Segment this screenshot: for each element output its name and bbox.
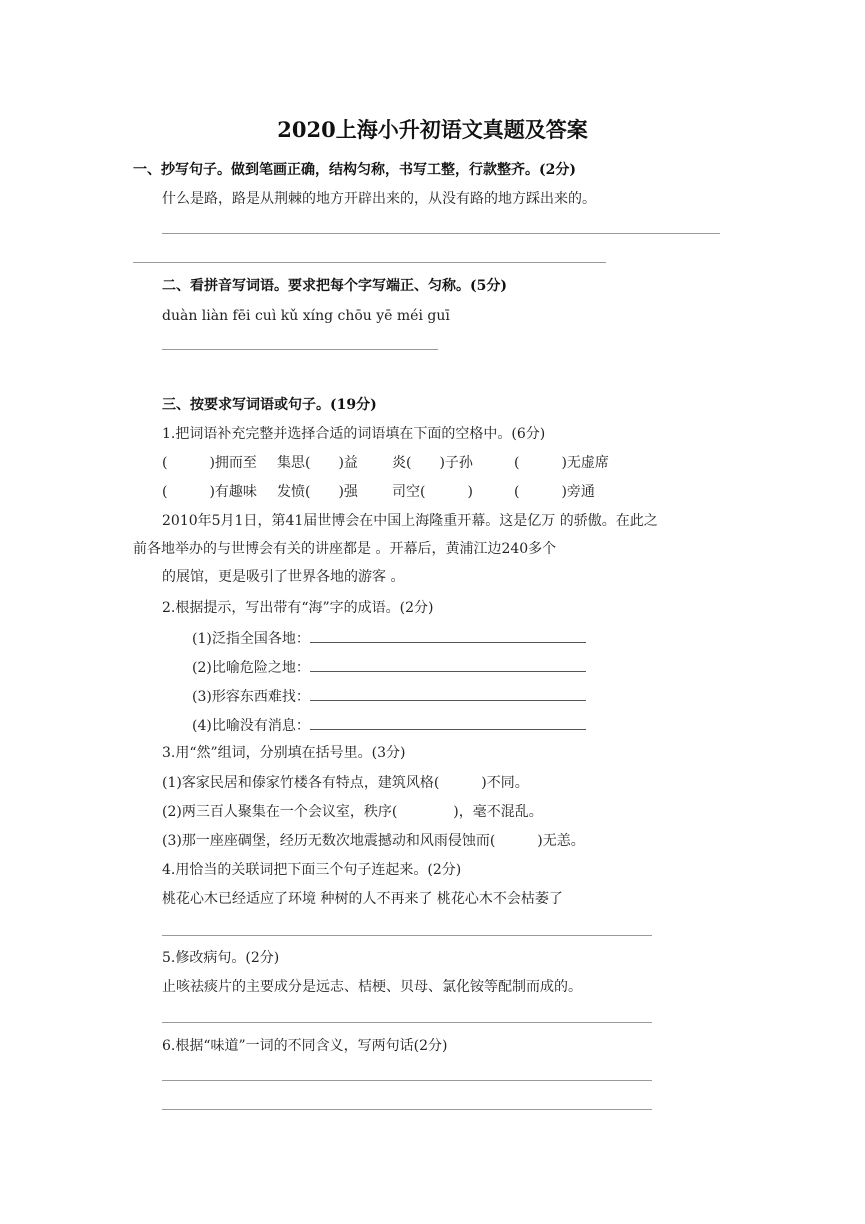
- q2-item: (1)泛指全国各地：: [192, 627, 586, 649]
- answer-line[interactable]: [162, 1022, 652, 1023]
- section-1-sentence: 什么是路，路是从荆棘的地方开辟出来的，从没有路的地方踩出来的。: [162, 191, 596, 207]
- q1-paragraph-line: 前各地举办的与世博会有关的讲座都是 。开幕后，黄浦江边240多个: [133, 541, 557, 557]
- q1-prompt: 1.把词语补充完整并选择合适的词语填在下面的空格中。(6分): [162, 426, 546, 442]
- q4-prompt: 4.用恰当的关联词把下面三个句子连起来。(2分): [162, 862, 462, 878]
- q2-prompt: 2.根据提示，写出带有“海”字的成语。(2分): [162, 600, 434, 616]
- q1-paragraph-line: 的展馆，更是吸引了世界各地的游客 。: [162, 569, 405, 585]
- idiom-blank[interactable]: 集思( )益: [277, 455, 358, 471]
- q1-paragraph-line: 2010年5月1日，第41届世博会在中国上海隆重开幕。这是亿万 的骄傲。在此之: [162, 513, 658, 529]
- idiom-blank[interactable]: 炎( )子孙: [392, 455, 473, 471]
- answer-line[interactable]: [162, 349, 438, 350]
- answer-line[interactable]: [162, 935, 652, 936]
- page-title: 2020上海小升初语文真题及答案: [277, 117, 588, 142]
- q6-prompt: 6.根据“味道”一词的不同含义，写两句话(2分): [162, 1038, 448, 1054]
- pinyin-row: duàn liàn fēi cuì kǔ xíng chōu yē méi guī: [162, 308, 450, 324]
- q2-item: (3)形容东西难找：: [192, 685, 586, 707]
- fill-line[interactable]: [310, 627, 586, 643]
- section-2-heading: 二、看拼音写词语。要求把每个字写端正、匀称。(5分): [162, 278, 507, 294]
- q2-item: (4)比喻没有消息：: [192, 714, 586, 736]
- fill-line[interactable]: [310, 656, 586, 672]
- q3-item[interactable]: (1)客家民居和傣家竹楼各有特点，建筑风格( )不同。: [162, 775, 529, 791]
- answer-line[interactable]: [162, 233, 720, 234]
- section-1-heading: 一、抄写句子。做到笔画正确，结构匀称，书写工整，行款整齐。(2分): [133, 162, 576, 178]
- q5-sentence: 止咳祛痰片的主要成分是远志、桔梗、贝母、氯化铵等配制而成的。: [162, 979, 582, 995]
- q3-item[interactable]: (2)两三百人聚集在一个会议室，秩序( )，毫不混乱。: [162, 804, 543, 820]
- q3-item[interactable]: (3)那一座座碉堡，经历无数次地震撼动和风雨侵蚀而( )无恙。: [162, 833, 585, 849]
- idiom-blank[interactable]: 司空( ): [392, 484, 473, 500]
- answer-line[interactable]: [162, 1080, 652, 1081]
- q5-prompt: 5.修改病句。(2分): [162, 950, 280, 966]
- idiom-blank[interactable]: ( )无虚席: [514, 455, 609, 471]
- fill-line[interactable]: [310, 685, 586, 701]
- idiom-blank[interactable]: ( )拥而至: [162, 455, 257, 471]
- idiom-blank[interactable]: ( )旁通: [514, 484, 595, 500]
- fill-line[interactable]: [310, 714, 586, 730]
- q2-item: (2)比喻危险之地：: [192, 656, 586, 678]
- q3-prompt: 3.用“然”组词，分别填在括号里。(3分): [162, 745, 406, 761]
- section-3-heading: 三、按要求写词语或句子。(19分): [162, 397, 377, 413]
- answer-line[interactable]: [133, 262, 606, 263]
- q4-sentence: 桃花心木已经适应了环境 种树的人不再来了 桃花心木不会枯萎了: [162, 891, 563, 907]
- idiom-blank[interactable]: ( )有趣味: [162, 484, 257, 500]
- idiom-blank[interactable]: 发愤( )强: [277, 484, 358, 500]
- answer-line[interactable]: [162, 1109, 652, 1110]
